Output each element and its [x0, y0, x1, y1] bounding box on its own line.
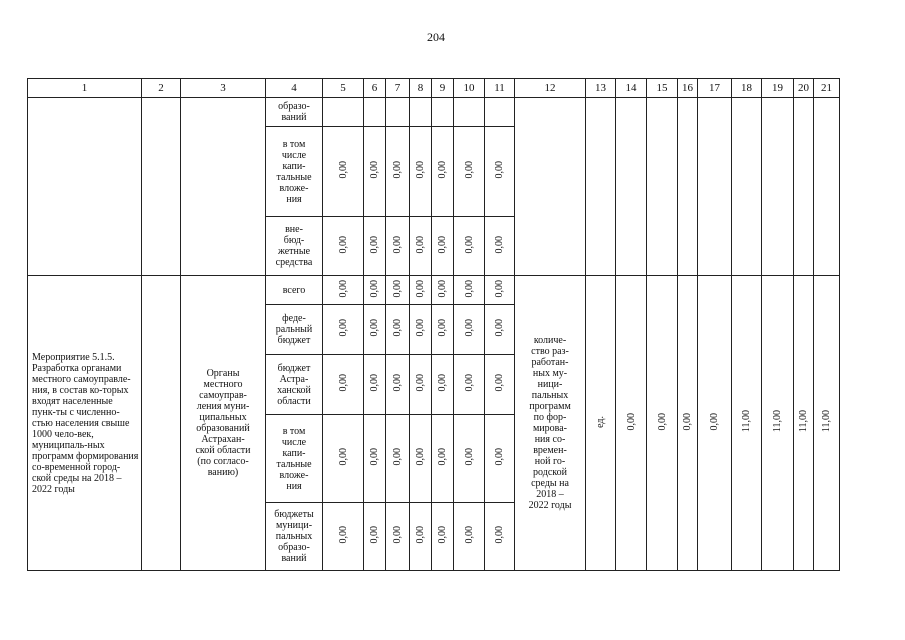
value-text: 0,00 [337, 526, 349, 544]
header-cell: 1 [28, 79, 142, 98]
header-cell: 12 [515, 79, 586, 98]
cont-col3 [181, 98, 266, 276]
value-text: 0,00 [415, 279, 426, 298]
value-text: 0,00 [369, 526, 380, 544]
cont-col14 [616, 98, 647, 276]
value-cell [323, 503, 364, 571]
value-cell [386, 98, 410, 127]
value-text: 0,00 [415, 448, 426, 466]
value-text: 0,00 [494, 235, 505, 254]
funding-source-cell: всего [266, 276, 323, 305]
value-text: 0,00 [463, 319, 475, 337]
indicator-table [27, 78, 840, 571]
value-text: 0,00 [337, 374, 349, 392]
value-cell [410, 503, 432, 571]
value-text: 0,00 [437, 279, 448, 298]
value-cell [485, 127, 515, 217]
value-cell [432, 98, 454, 127]
value-text: 0,00 [337, 279, 349, 298]
value-text: 0,00 [392, 279, 403, 298]
value-cell [432, 276, 454, 305]
value-cell [323, 305, 364, 355]
indicator-value-text: 11,00 [741, 410, 752, 433]
header-cell: 16 [678, 79, 698, 98]
header-cell: 14 [616, 79, 647, 98]
value-text: 0,00 [337, 319, 349, 337]
funding-source-cell: феде- ральный бюджет [266, 305, 323, 355]
value-cell [364, 355, 386, 415]
value-text: 0,00 [463, 374, 475, 392]
indicator-value-text: 0,00 [656, 412, 668, 431]
cont-col16 [678, 98, 698, 276]
indicator-value-text: 0,00 [709, 412, 720, 431]
value-cell [485, 276, 515, 305]
value-cell [364, 305, 386, 355]
header-cell: 8 [410, 79, 432, 98]
value-text: 0,00 [392, 319, 403, 337]
value-cell [386, 305, 410, 355]
value-text: 0,00 [337, 161, 349, 179]
value-text: 0,00 [463, 279, 475, 298]
value-cell [323, 98, 364, 127]
event-title-cell: Мероприятие 5.1.5. Разработка органами местного самоуправле-ния, в состав ко-торых входят населенные пунк-ты с численно-стью населения свыше 1000 чело-век, муниципаль-ных программ формирования со-временной город-ской среды на 2018 – 2022 годы [28, 276, 142, 571]
header-cell: 18 [732, 79, 762, 98]
value-cell [364, 217, 386, 276]
value-cell [323, 127, 364, 217]
cont-col21 [814, 98, 840, 276]
value-text: 0,00 [369, 161, 380, 179]
value-cell [454, 355, 485, 415]
value-text: 0,00 [494, 279, 505, 298]
table-row [28, 276, 840, 305]
value-text: 0,00 [415, 374, 426, 392]
header-cell: 13 [586, 79, 616, 98]
value-text: 0,00 [392, 448, 403, 466]
value-text: 0,00 [337, 235, 349, 254]
unit-cell [586, 276, 616, 571]
value-cell [485, 355, 515, 415]
value-cell [454, 217, 485, 276]
value-text: 0,00 [494, 526, 505, 544]
value-cell [410, 98, 432, 127]
header-row [28, 79, 840, 98]
cont-col15 [647, 98, 678, 276]
value-text: 0,00 [437, 319, 448, 337]
value-cell [386, 276, 410, 305]
value-cell [454, 503, 485, 571]
value-text: 0,00 [415, 319, 426, 337]
event-col2-cell [142, 276, 181, 571]
value-cell [485, 415, 515, 503]
funding-source-cell: образо- ваний [266, 98, 323, 127]
header-cell: 10 [454, 79, 485, 98]
value-cell [386, 217, 410, 276]
funding-source-cell: в том числе капи- тальные вложе- ния [266, 127, 323, 217]
value-text: 0,00 [494, 319, 505, 337]
header-cell: 20 [794, 79, 814, 98]
table-row [28, 98, 840, 127]
value-cell [410, 305, 432, 355]
value-text: 0,00 [437, 526, 448, 544]
value-cell [364, 276, 386, 305]
indicator-value-cell [762, 276, 794, 571]
value-text: 0,00 [369, 319, 380, 337]
indicator-value-text: 11,00 [821, 410, 832, 433]
value-text: 0,00 [392, 374, 403, 392]
responsible-body-cell: Органы местного самоуправ- ления муни- ципальных образований Астрахан- ской области (по согласо- ванию) [181, 276, 266, 571]
indicator-value-text: 0,00 [682, 412, 693, 431]
value-cell [323, 217, 364, 276]
value-text: 0,00 [463, 161, 475, 179]
value-text: 0,00 [369, 448, 380, 466]
value-text: 0,00 [415, 526, 426, 544]
value-cell [323, 415, 364, 503]
cont-col13 [586, 98, 616, 276]
value-cell [410, 355, 432, 415]
header-cell: 3 [181, 79, 266, 98]
value-cell [454, 276, 485, 305]
value-cell [386, 415, 410, 503]
indicator-value-cell [647, 276, 678, 571]
indicator-value-cell [678, 276, 698, 571]
value-cell [432, 503, 454, 571]
value-cell [432, 355, 454, 415]
value-cell [432, 217, 454, 276]
indicator-value-cell [616, 276, 647, 571]
value-text: 0,00 [437, 161, 448, 179]
cont-col18 [732, 98, 762, 276]
header-cell: 7 [386, 79, 410, 98]
cont-col1 [28, 98, 142, 276]
indicator-value-cell [698, 276, 732, 571]
header-cell: 19 [762, 79, 794, 98]
indicator-value-text: 11,00 [772, 410, 783, 433]
indicator-value-cell [814, 276, 840, 571]
value-cell [410, 276, 432, 305]
value-cell [432, 415, 454, 503]
value-cell [386, 503, 410, 571]
value-cell [364, 127, 386, 217]
funding-source-cell: в том числе капи- тальные вложе- ния [266, 415, 323, 503]
value-cell [323, 355, 364, 415]
value-cell [364, 415, 386, 503]
indicator-value-text: 0,00 [625, 412, 637, 431]
header-cell: 11 [485, 79, 515, 98]
value-text: 0,00 [437, 374, 448, 392]
cont-col17 [698, 98, 732, 276]
value-text: 0,00 [494, 161, 505, 179]
value-text: 0,00 [463, 448, 475, 466]
indicator-name-cell: количе- ство раз- работан- ных му- ници- пальных программ по фор- мирова- ния со- времен- ной го- родской среды на 2018 – 2022 годы [515, 276, 586, 571]
value-cell [454, 415, 485, 503]
indicator-value-cell [732, 276, 762, 571]
value-cell [485, 503, 515, 571]
funding-source-cell: бюджет Астра- ханской области [266, 355, 323, 415]
value-text: 0,00 [494, 448, 505, 466]
value-cell [454, 305, 485, 355]
page-number: 204 [427, 30, 445, 44]
value-text: 0,00 [369, 279, 380, 298]
header-cell: 2 [142, 79, 181, 98]
value-cell [386, 355, 410, 415]
value-text: 0,00 [337, 448, 349, 466]
funding-source-cell: вне- бюд- жетные средства [266, 217, 323, 276]
value-text: 0,00 [494, 374, 505, 392]
value-cell [410, 415, 432, 503]
value-text: 0,00 [415, 161, 426, 179]
value-text: 0,00 [415, 235, 426, 254]
value-cell [485, 305, 515, 355]
value-text: 0,00 [369, 374, 380, 392]
value-cell [410, 217, 432, 276]
indicator-value-text: 11,00 [798, 410, 809, 433]
value-text: 0,00 [463, 526, 475, 544]
indicator-value-cell [794, 276, 814, 571]
value-text: 0,00 [437, 235, 448, 254]
cont-col12 [515, 98, 586, 276]
value-cell [432, 305, 454, 355]
value-text: 0,00 [392, 235, 403, 254]
value-cell [454, 127, 485, 217]
value-cell [386, 127, 410, 217]
value-text: 0,00 [392, 161, 403, 179]
header-cell: 6 [364, 79, 386, 98]
header-cell: 21 [814, 79, 840, 98]
header-cell: 17 [698, 79, 732, 98]
cont-col20 [794, 98, 814, 276]
header-cell: 5 [323, 79, 364, 98]
value-text: 0,00 [369, 235, 380, 254]
value-cell [364, 503, 386, 571]
cont-col19 [762, 98, 794, 276]
value-cell [454, 98, 485, 127]
value-text: 0,00 [437, 448, 448, 466]
value-cell [364, 98, 386, 127]
value-cell [432, 127, 454, 217]
cont-col2 [142, 98, 181, 276]
funding-source-cell: бюджеты муници- пальных образо- ваний [266, 503, 323, 571]
value-cell [485, 98, 515, 127]
unit-text: ед. [595, 415, 606, 428]
value-text: 0,00 [463, 235, 475, 254]
value-cell [323, 276, 364, 305]
value-cell [410, 127, 432, 217]
header-cell: 4 [266, 79, 323, 98]
header-cell: 9 [432, 79, 454, 98]
header-cell: 15 [647, 79, 678, 98]
value-text: 0,00 [392, 526, 403, 544]
value-cell [485, 217, 515, 276]
